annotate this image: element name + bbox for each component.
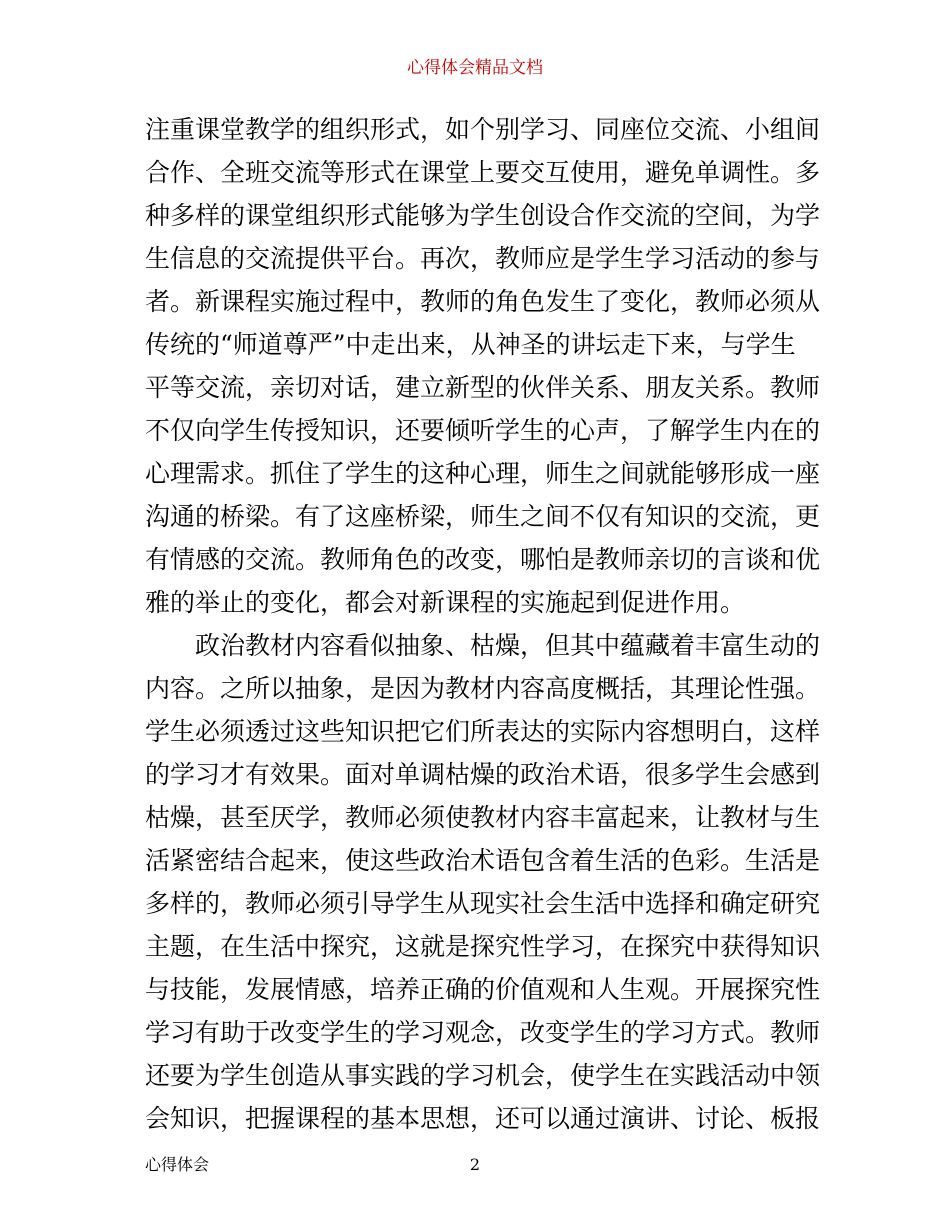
text-line: 政治教材内容看似抽象、枯燥，但其中蕴藏着丰富生动的 [195, 631, 821, 660]
text-line: 生信息的交流提供平台。再次，教师应是学生学习活动的参与 [145, 244, 821, 273]
text-line: 不仅向学生传授知识，还要倾听学生的心声，了解学生内在的 [145, 416, 821, 445]
text-line: 还要为学生创造从事实践的学习机会，使学生在实践活动中领 [145, 1061, 821, 1090]
text-line: 活紧密结合起来，使这些政治术语包含着生活的色彩。生活是 [145, 846, 821, 875]
text-line: 学习有助于改变学生的学习观念，改变学生的学习方式。教师 [145, 1018, 821, 1047]
footer-label: 心得体会 [145, 1155, 210, 1174]
text-line: 种多样的课堂组织形式能够为学生创设合作交流的空间，为学 [145, 201, 821, 230]
text-line: 有情感的交流。教师角色的改变，哪怕是教师亲切的言谈和优 [145, 545, 821, 574]
text-line: 注重课堂教学的组织形式，如个别学习、同座位交流、小组间 [145, 115, 821, 144]
text-line: 者。新课程实施过程中，教师的角色发生了变化，教师必须从 [145, 287, 821, 316]
text-line: 沟通的桥梁。有了这座桥梁，师生之间不仅有知识的交流，更 [145, 502, 821, 531]
text-line: 内容。之所以抽象，是因为教材内容高度概括，其理论性强。 [145, 674, 821, 703]
page-number: 2 [469, 1155, 481, 1174]
body-text [145, 108, 821, 1140]
text-line: 雅的举止的变化，都会对新课程的实施起到促进作用。 [145, 588, 746, 617]
page-header-title: 心得体会精品文档 [407, 58, 543, 78]
text-line: 心理需求。抓住了学生的这种心理，师生之间就能够形成一座 [145, 459, 821, 488]
text-line: 传统的“师道尊严”中走出来，从神圣的讲坛走下来，与学生 [145, 330, 796, 359]
text-line: 会知识，把握课程的基本思想，还可以通过演讲、讨论、板报 [145, 1104, 821, 1133]
text-line: 学生必须透过这些知识把它们所表达的实际内容想明白，这样 [145, 717, 821, 746]
text-line: 平等交流，亲切对话，建立新型的伙伴关系、朋友关系。教师 [145, 373, 821, 402]
text-line: 主题，在生活中探究，这就是探究性学习，在探究中获得知识 [145, 932, 821, 961]
text-line: 枯燥，甚至厌学，教师必须使教材内容丰富起来，让教材与生 [145, 803, 821, 832]
text-line: 合作、全班交流等形式在课堂上要交互使用，避免单调性。多 [145, 158, 821, 187]
text-line: 与技能，发展情感，培养正确的价值观和人生观。开展探究性 [145, 975, 821, 1004]
text-line: 的学习才有效果。面对单调枯燥的政治术语，很多学生会感到 [145, 760, 821, 789]
text-line: 多样的，教师必须引导学生从现实社会生活中选择和确定研究 [145, 889, 821, 918]
